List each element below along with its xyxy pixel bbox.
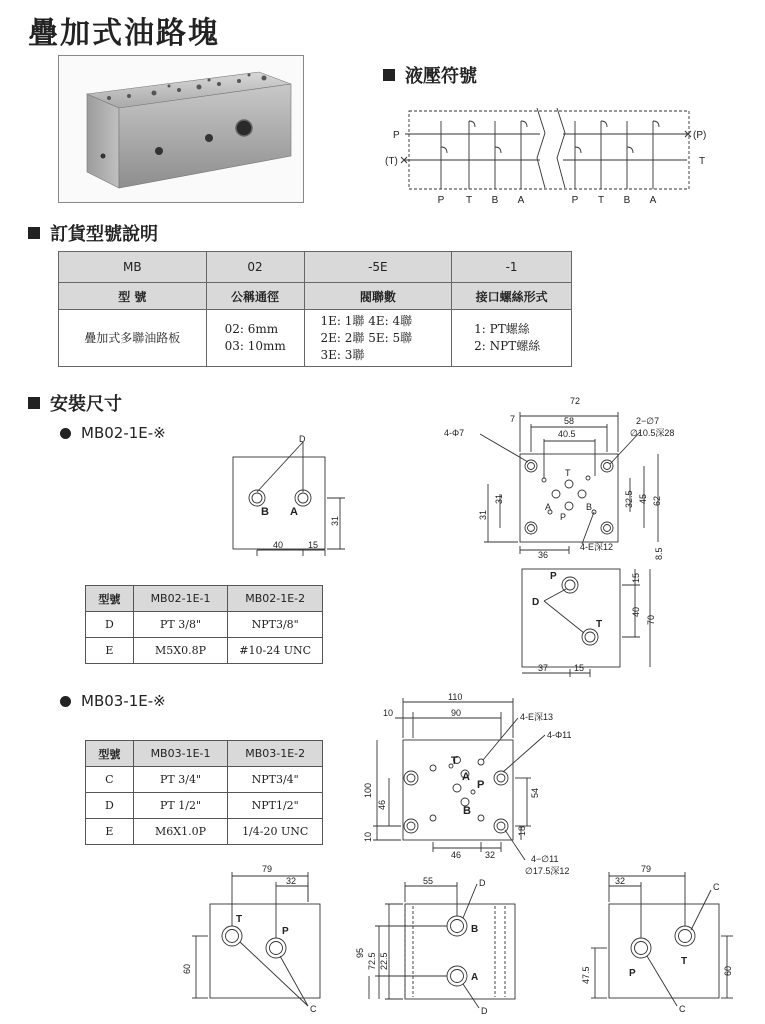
symbol-label-t-paren: (T) <box>385 156 398 167</box>
dim-32-5: 32.5 <box>624 490 634 508</box>
install-heading: 安裝尺寸 <box>28 390 122 416</box>
cbore: 2−∅7 <box>636 416 660 426</box>
port-t: T <box>236 914 243 925</box>
port-t: T <box>681 956 688 967</box>
dim-54: 54 <box>530 787 540 798</box>
header-cell: MB02-1E-1 <box>133 586 228 612</box>
port-t: T <box>451 755 458 767</box>
code-cell: MB <box>59 252 207 283</box>
square-bullet-icon <box>383 69 395 81</box>
mb03-top-view <box>355 690 615 880</box>
symbol-label-t: T <box>699 156 706 167</box>
size-cell: 02: 6mm 03: 10mm <box>206 310 304 367</box>
dim-62: 62 <box>652 495 662 506</box>
manifold-block-image <box>59 56 303 202</box>
port-b: B <box>261 506 269 518</box>
label-c2: C <box>679 1004 686 1014</box>
label-c: C <box>713 882 720 892</box>
table-row: D PT 3/8" NPT3/8" <box>86 612 323 638</box>
mb03-view-mid <box>345 872 520 1022</box>
dim-d: D <box>299 434 306 444</box>
header-cell: MB03-1E-2 <box>228 741 323 767</box>
cbore-depth: ∅17.5深12 <box>525 866 570 876</box>
mb03-view-left <box>180 860 340 1020</box>
type-cell: 疊加式多聯油路板 <box>59 310 207 367</box>
port-b: B <box>471 924 479 935</box>
dim-110: 110 <box>448 692 463 702</box>
dim-95: 95 <box>355 947 365 958</box>
dim-47-5: 47.5 <box>581 966 591 984</box>
order-heading: 訂貨型號說明 <box>28 220 158 246</box>
header-cell: 型 號 <box>59 283 207 310</box>
mb02-end-view <box>510 565 660 680</box>
thread-cell: 1: PT螺絲 2: NPT螺絲 <box>452 310 572 367</box>
port-b: B <box>586 502 593 512</box>
label-d: D <box>479 878 486 888</box>
dim-32: 32 <box>485 850 496 860</box>
thread-4e: 4-E深12 <box>580 542 614 552</box>
table-row: E M5X0.8P #10-24 UNC <box>86 638 323 664</box>
dim-15: 15 <box>308 540 319 550</box>
port-p: P <box>550 571 557 582</box>
cbore: 4−∅11 <box>531 854 559 864</box>
dim-72: 72 <box>570 396 581 406</box>
dim-d: D <box>532 597 540 608</box>
dim-60: 60 <box>182 963 192 974</box>
mb03-view-right <box>581 860 735 1020</box>
dim-36: 36 <box>538 550 549 560</box>
circle-bullet-icon <box>60 696 71 707</box>
dim-46: 46 <box>377 799 387 810</box>
product-photo <box>58 55 304 203</box>
units-cell: 1E: 1聯 4E: 4聯 2E: 2聯 5E: 5聯 3E: 3聯 <box>304 310 452 367</box>
dim-40-5: 40.5 <box>558 429 576 439</box>
mb02-side-view <box>225 432 355 562</box>
port-label: P <box>437 195 445 206</box>
mb02-label: MB02-1E-※ <box>60 424 166 442</box>
dim-46b: 46 <box>451 850 462 860</box>
order-code-table <box>58 251 572 367</box>
port-a: A <box>462 771 470 783</box>
cbore-depth: ∅10.5深28 <box>630 428 675 438</box>
port-b: B <box>463 805 471 817</box>
dim-40: 40 <box>631 606 641 617</box>
thread-4e: 4-E深13 <box>520 712 554 722</box>
dim-58: 58 <box>564 416 575 426</box>
table-row: E M6X1.0P 1/4-20 UNC <box>86 819 323 845</box>
dim-7: 7 <box>510 414 516 424</box>
dim-70: 70 <box>646 614 656 625</box>
header-cell: MB03-1E-1 <box>133 741 228 767</box>
square-bullet-icon <box>28 227 40 239</box>
dim-79: 79 <box>262 864 273 874</box>
header-cell: 型號 <box>86 741 134 767</box>
dim-72-5: 72.5 <box>367 952 377 970</box>
dim-37: 37 <box>538 663 549 673</box>
table-row: C PT 3/4" NPT3/4" <box>86 767 323 793</box>
port-p: P <box>477 779 485 791</box>
header-cell: 公稱通徑 <box>206 283 304 310</box>
port-label: A <box>517 195 525 206</box>
page-title: 疊加式油路塊 <box>28 16 220 51</box>
square-bullet-icon <box>28 397 40 409</box>
dim-90: 90 <box>451 708 462 718</box>
port-t: T <box>565 468 571 478</box>
dim-31: 31 <box>330 515 340 526</box>
port-a: A <box>290 506 298 518</box>
port-a: A <box>471 972 479 983</box>
symbol-label-p-paren: (P) <box>693 130 707 141</box>
port-p: P <box>282 926 289 937</box>
table-row: D PT 1/2" NPT1/2" <box>86 793 323 819</box>
hole-4: 4-Φ11 <box>547 730 572 740</box>
code-cell: 02 <box>206 252 304 283</box>
hole-4: 4-Φ7 <box>444 428 465 438</box>
dim-15: 15 <box>631 572 641 583</box>
mb03-label: MB03-1E-※ <box>60 692 166 710</box>
header-cell: 閥聯數 <box>304 283 452 310</box>
hydraulic-symbol <box>385 103 715 208</box>
port-label: T <box>597 195 605 206</box>
port-label: B <box>491 195 499 206</box>
header-cell: 接口螺絲形式 <box>452 283 572 310</box>
dim-31b: 31 <box>494 493 504 504</box>
dim-15b: 15 <box>574 663 585 673</box>
code-cell: -5E <box>304 252 452 283</box>
mb03-thread-table <box>85 740 323 845</box>
dim-22-5: 22.5 <box>379 952 389 970</box>
symbol-label-p: P <box>393 130 400 141</box>
code-cell: -1 <box>452 252 572 283</box>
dim-10: 10 <box>383 708 394 718</box>
port-label: A <box>649 195 657 206</box>
port-p: P <box>560 512 567 522</box>
port-p: P <box>629 968 636 979</box>
dim-18: 18 <box>517 825 527 836</box>
header-cell: MB02-1E-2 <box>228 586 323 612</box>
port-t: T <box>596 619 603 630</box>
dim-32: 32 <box>286 876 297 886</box>
port-label: P <box>571 195 579 206</box>
label-d2: D <box>481 1006 488 1016</box>
port-label: T <box>465 195 473 206</box>
port-a: A <box>545 502 552 512</box>
dim-32: 32 <box>615 876 626 886</box>
mb02-top-view <box>440 394 690 560</box>
header-cell: 型號 <box>86 586 134 612</box>
dim-31a: 31 <box>478 509 488 520</box>
dim-100: 100 <box>363 782 373 798</box>
symbol-heading: 液壓符號 <box>383 62 477 88</box>
dim-10b: 10 <box>363 831 373 842</box>
dim-8-5: 8.5 <box>654 547 664 560</box>
circle-bullet-icon <box>60 428 71 439</box>
dim-79: 79 <box>641 864 652 874</box>
port-label: B <box>623 195 631 206</box>
dim-45: 45 <box>638 493 648 504</box>
dim-60: 60 <box>723 965 733 976</box>
dim-55: 55 <box>423 876 434 886</box>
label-c: C <box>310 1004 317 1014</box>
dim-40: 40 <box>273 540 284 550</box>
mb02-thread-table <box>85 585 323 664</box>
